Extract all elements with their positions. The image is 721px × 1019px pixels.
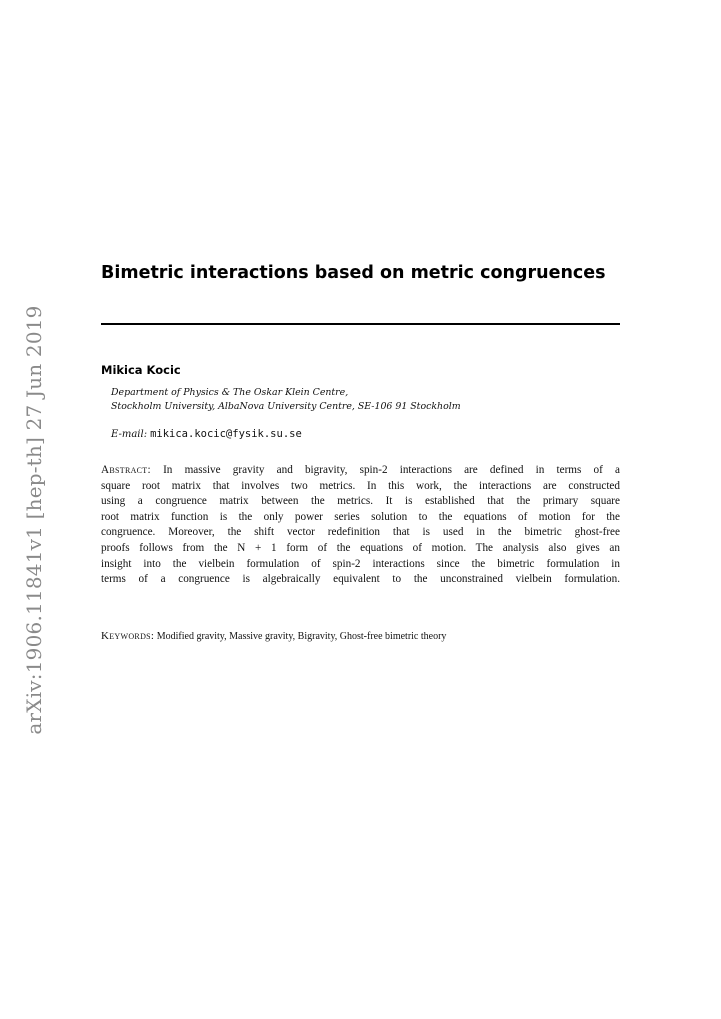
abstract-line-2: square root matrix that involves two metrics. In this work, the interactions are constructed (101, 479, 620, 492)
author-affiliation (111, 386, 461, 414)
abstract-line-7: insight into the vielbein formulation of spin-2 interactions since the bimetric formulation in (101, 557, 620, 570)
abstract-line-6: proofs follows from the N + 1 form of the equations of motion. The analysis also gives an (101, 541, 620, 554)
abstract (101, 463, 620, 588)
abstract-line-3: using a congruence matrix between the metrics. It is established that the primary square (101, 495, 620, 508)
email-label: E-mail: (111, 429, 148, 440)
affiliation-line-2: Stockholm University, AlbaNova University Centre, SE-106 91 Stockholm (111, 401, 461, 412)
abstract-line-4: root matrix function is the only power series solution to the equations of motion for the (101, 510, 620, 523)
abstract-text-1: In massive gravity and bigravity, spin-2 interactions are defined in terms of a (163, 464, 620, 476)
abstract-line-5: congruence. Moreover, the shift vector redefinition that is used in the bimetric ghost-free (101, 526, 620, 539)
title-rule (101, 323, 620, 325)
abstract-line-8: terms of a congruence is algebraically equivalent to the unconstrained vielbein formulation. (101, 573, 620, 586)
keywords (101, 629, 620, 644)
email-address[interactable]: mikica.kocic@fysik.su.se (150, 428, 302, 440)
arxiv-identifier-stamp: arXiv:1906.11841v1 [hep-th] 27 Jun 2019 (22, 305, 46, 735)
abstract-line-1 (101, 463, 620, 479)
paper-title: Bimetric interactions based on metric congruences (101, 263, 606, 283)
author-email (111, 427, 302, 442)
affiliation-line-1: Department of Physics & The Oskar Klein Centre, (111, 387, 349, 398)
author-name: Mikica Kocic (101, 363, 181, 377)
paper-front-page (101, 0, 620, 1019)
keywords-label: Keywords: (101, 630, 155, 642)
keywords-text: Modified gravity, Massive gravity, Bigravity, Ghost-free bimetric theory (156, 631, 447, 642)
abstract-label: Abstract: (101, 464, 151, 476)
